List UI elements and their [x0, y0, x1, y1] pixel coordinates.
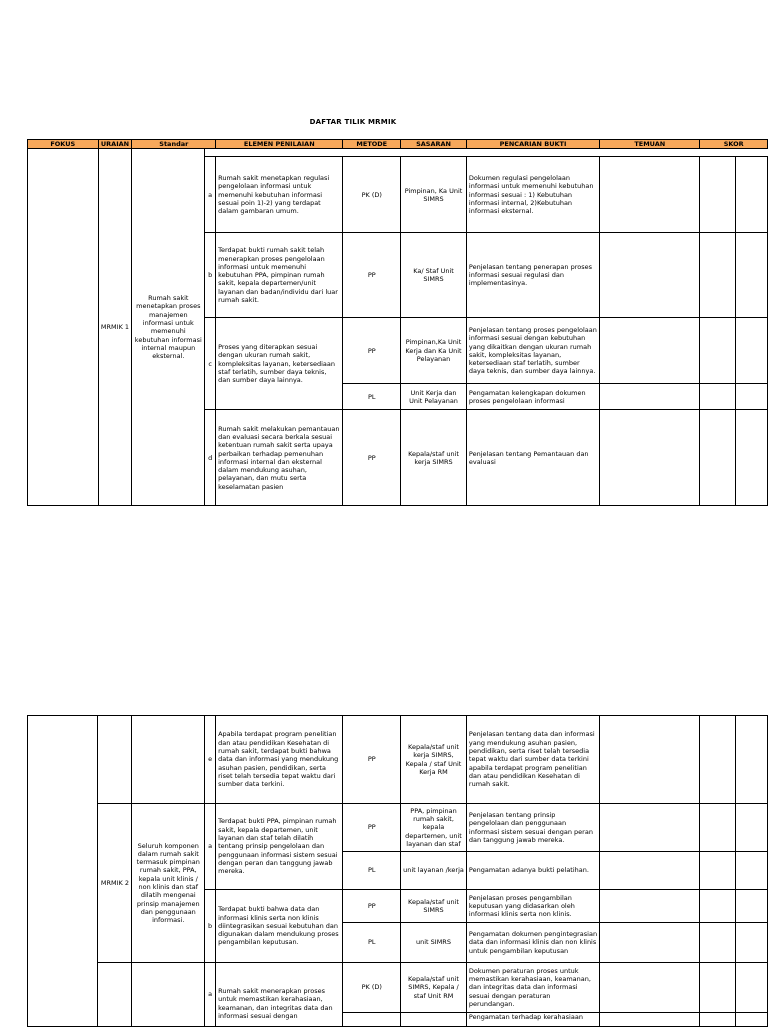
table-row	[28, 963, 768, 1013]
sasaran-cell: unit layanan /kerja	[401, 852, 467, 890]
fokus-cell	[28, 149, 99, 506]
document-title: DAFTAR TILIK MRMIK	[309, 118, 397, 126]
metode-cell: PP	[343, 890, 401, 923]
metode-cell: PP	[343, 716, 401, 804]
metode-cell	[343, 1013, 401, 1027]
bukti-cell: Pengamatan terhadap kerahasiaan	[466, 1013, 599, 1027]
row-letter: a	[205, 804, 216, 890]
sasaran-cell: Pimpinan,Ka Unit Kerja dan Ka Unit Pelayanan	[401, 318, 467, 384]
bukti-cell: Penjelasan tentang proses pengelolaan informasi sesuai dengan kebutuhan yang dikaitkan dengan ukuran rumah sakit, kompleksitas layanan, ketersediaan staf terlatih, sumber daya teknis, dan sumber daya lainnya.	[466, 318, 599, 384]
skor-cell[interactable]	[700, 716, 736, 804]
bukti-cell: Dokumen peraturan proses untuk memastikan kerahasiaan, keamanan, dan integritas data dan informasi sesuai dengan peraturan perundangan.	[466, 963, 599, 1013]
header-metode: METODE	[343, 140, 401, 149]
temuan-cell[interactable]	[600, 852, 700, 890]
header-bukti: PENCARIAN BUKTI	[466, 140, 599, 149]
row-letter: a	[205, 963, 216, 1027]
bukti-cell: Penjelasan proses pengambilan keputusan yang didasarkan oleh informasi klinis serta non klinis.	[466, 890, 599, 923]
standar-cell-continued	[132, 716, 205, 804]
row-letter: e	[205, 716, 216, 804]
skor-cell-2[interactable]	[736, 963, 768, 1013]
skor-cell-2[interactable]	[736, 804, 768, 852]
sasaran-cell: Unit Kerja dan Unit Pelayanan	[401, 384, 467, 410]
skor-cell-2[interactable]	[736, 318, 768, 384]
temuan-cell[interactable]	[600, 963, 700, 1013]
header-temuan: TEMUAN	[600, 140, 700, 149]
bukti-cell: Pengamatan dokumen pengintegrasian data dan informasi klinis dan non klinis untuk pengambilan keputusan	[466, 923, 599, 963]
metode-cell: PP	[343, 804, 401, 852]
skor-cell-2[interactable]	[736, 923, 768, 963]
skor-cell[interactable]	[700, 233, 736, 318]
metode-cell: PL	[343, 923, 401, 963]
temuan-cell[interactable]	[600, 157, 700, 233]
temuan-cell[interactable]	[600, 890, 700, 923]
header-skor: SKOR	[700, 140, 768, 149]
temuan-cell[interactable]	[600, 716, 700, 804]
uraian-cell-continued	[98, 716, 132, 804]
header-row	[28, 140, 768, 149]
row-letter: b	[205, 233, 216, 318]
skor-cell[interactable]	[700, 1013, 736, 1027]
bukti-cell: Pengamatan adanya bukti pelatihan.	[466, 852, 599, 890]
sasaran-cell: Kepala/staf unit kerja SIMRS, Kepala / staf Unit Kerja RM	[401, 716, 467, 804]
skor-cell[interactable]	[700, 157, 736, 233]
header-fokus: FOKUS	[28, 140, 99, 149]
skor-cell[interactable]	[700, 890, 736, 923]
metode-cell: PP	[343, 410, 401, 506]
elemen-cell: Proses yang diterapkan sesuai dengan ukuran rumah sakit, kompleksitas layanan, ketersediaan staf terlatih, sumber daya teknis, dan sumber daya lainnya.	[216, 318, 343, 410]
skor-cell[interactable]	[700, 384, 736, 410]
sasaran-cell: PPA, pimpinan rumah sakit, kepala departemen, unit layanan dan staf	[401, 804, 467, 852]
standar-cell-next	[132, 963, 205, 1027]
skor-cell-2[interactable]	[736, 1013, 768, 1027]
skor-cell-2[interactable]	[736, 890, 768, 923]
metode-cell: PP	[343, 318, 401, 384]
sasaran-cell: Ka/ Staf Unit SIMRS	[401, 233, 467, 318]
skor-cell-2[interactable]	[736, 852, 768, 890]
uraian-cell-next	[98, 963, 132, 1027]
skor-cell-2[interactable]	[736, 384, 768, 410]
elemen-cell: Terdapat bukti bahwa data dan informasi klinis serta non klinis diintegrasikan sesuai kebutuhan dan digunakan dalam mendukung proses pengambilan keputusan.	[216, 890, 343, 963]
elemen-cell: Apabila terdapat program penelitian dan atau pendidikan Kesehatan di rumah sakit, terdapat bukti bahwa data dan informasi yang mendukung asuhan pasien, pendidikan, serta riset telah tersedia tepat waktu dari sumber data terkini.	[216, 716, 343, 804]
sasaran-cell: Pimpinan, Ka Unit SIMRS	[401, 157, 467, 233]
checklist-table-page-1	[27, 139, 768, 506]
row-letter: b	[205, 890, 216, 963]
header-elemen: ELEMEN PENILAIAN	[216, 140, 343, 149]
elemen-cell: Rumah sakit menetapkan regulasi pengelolaan informasi untuk memenuhi kebutuhan informasi sesuai poin 1)-2) yang terdapat dalam gambaran umum.	[216, 157, 343, 233]
checklist-table-page-2	[27, 715, 768, 1027]
fokus-cell	[28, 716, 98, 1027]
bukti-cell: Penjelasan tentang Pemantauan dan evaluasi	[466, 410, 599, 506]
standar-cell: Seluruh komponen dalam rumah sakit termasuk pimpinan rumah sakit, PPA, kepala unit klinis / non klinis dan staf dilatih mengenai prinsip manajemen dan penggunaan informasi.	[132, 804, 205, 963]
sasaran-cell	[401, 1013, 467, 1027]
metode-cell: PK (D)	[343, 157, 401, 233]
sasaran-cell: unit SIMRS	[401, 923, 467, 963]
bukti-cell: Penjelasan tentang data dan informasi yang mendukung asuhan pasien, pendidikan, serta riset telah tersedia tepat waktu dari sumber data terkini apabila terdapat program penelitian dan atau pendidikan Kesehatan di rumah sakit.	[466, 716, 599, 804]
sasaran-cell: Kepala/staf unit kerja SIMRS	[401, 410, 467, 506]
temuan-cell[interactable]	[600, 804, 700, 852]
elemen-cell: Rumah sakit menerapkan proses untuk memastikan kerahasiaan, keamanan, dan integritas data dan informasi sesuai dengan	[216, 963, 343, 1027]
table-row	[28, 804, 768, 852]
temuan-cell[interactable]	[600, 923, 700, 963]
uraian-cell: MRMIK 2	[98, 804, 132, 963]
temuan-cell[interactable]	[600, 384, 700, 410]
metode-cell: PK (D)	[343, 963, 401, 1013]
elemen-cell: Rumah sakit melakukan pemantauan dan evaluasi secara berkala sesuai ketentuan rumah sakit serta upaya perbaikan terhadap pemenuhan informasi internal dan eksternal dalam mendukung asuhan, pelayanan, dan mutu serta keselamatan pasien	[216, 410, 343, 506]
elemen-cell: Terdapat bukti rumah sakit telah menerapkan proses pengelolaan informasi untuk memenuhi kebutuhan PPA, pimpinan rumah sakit, kepala departemen/unit layanan dan badan/individu dari luar rumah sakit.	[216, 233, 343, 318]
header-sasaran: SASARAN	[401, 140, 467, 149]
bukti-cell: Pengamatan kelengkapan dokumen proses pengelolaan informasi	[466, 384, 599, 410]
table-row	[28, 716, 768, 804]
skor-cell[interactable]	[700, 963, 736, 1013]
skor-cell[interactable]	[700, 410, 736, 506]
temuan-cell[interactable]	[600, 1013, 700, 1027]
sasaran-cell: Kepala/staf unit SIMRS	[401, 890, 467, 923]
skor-cell-2[interactable]	[736, 410, 768, 506]
metode-cell: PP	[343, 233, 401, 318]
metode-cell: PL	[343, 384, 401, 410]
bukti-cell: Dokumen regulasi pengelolaan informasi untuk memenuhi kebutuhan informasi sesuai : 1) Kebutuhan informasi internal, 2)Kebutuhan informasi eksternal.	[466, 157, 599, 233]
skor-cell-2[interactable]	[736, 157, 768, 233]
row-letter: d	[205, 410, 216, 506]
temuan-cell[interactable]	[600, 410, 700, 506]
bukti-cell: Penjelasan tentang penerapan proses informasi sesuai regulasi dan implementasinya.	[466, 233, 599, 318]
temuan-cell[interactable]	[600, 318, 700, 384]
header-standar: Standar	[132, 140, 216, 149]
skor-cell[interactable]	[700, 804, 736, 852]
row-letter: a	[205, 157, 216, 233]
skor-cell[interactable]	[700, 852, 736, 890]
uraian-cell: MRMIK 1	[98, 149, 132, 506]
row-letter: c	[205, 318, 216, 410]
skor-cell[interactable]	[700, 318, 736, 384]
header-uraian: URAIAN	[98, 140, 132, 149]
skor-cell-2[interactable]	[736, 233, 768, 318]
sasaran-cell: Kepala/staf unit SIMRS, Kepala / staf Unit RM	[401, 963, 467, 1013]
skor-cell[interactable]	[700, 923, 736, 963]
bukti-cell: Penjelasan tentang prinsip pengelolaan dan penggunaan informasi sistem sesuai dengan peran dan tanggung jawab mereka.	[466, 804, 599, 852]
standar-cell: Rumah sakit menetapkan proses manajemen informasi untuk memenuhi kebutuhan informasi internal maupun eksternal.	[132, 149, 205, 506]
temuan-cell[interactable]	[600, 233, 700, 318]
elemen-cell: Terdapat bukti PPA, pimpinan rumah sakit, kepala departemen, unit layanan dan staf telah dilatih tentang prinsip pengelolaan dan penggunaan informasi sistem sesuai dengan peran dan tanggung jawab mereka.	[216, 804, 343, 890]
skor-cell-2[interactable]	[736, 716, 768, 804]
metode-cell: PL	[343, 852, 401, 890]
